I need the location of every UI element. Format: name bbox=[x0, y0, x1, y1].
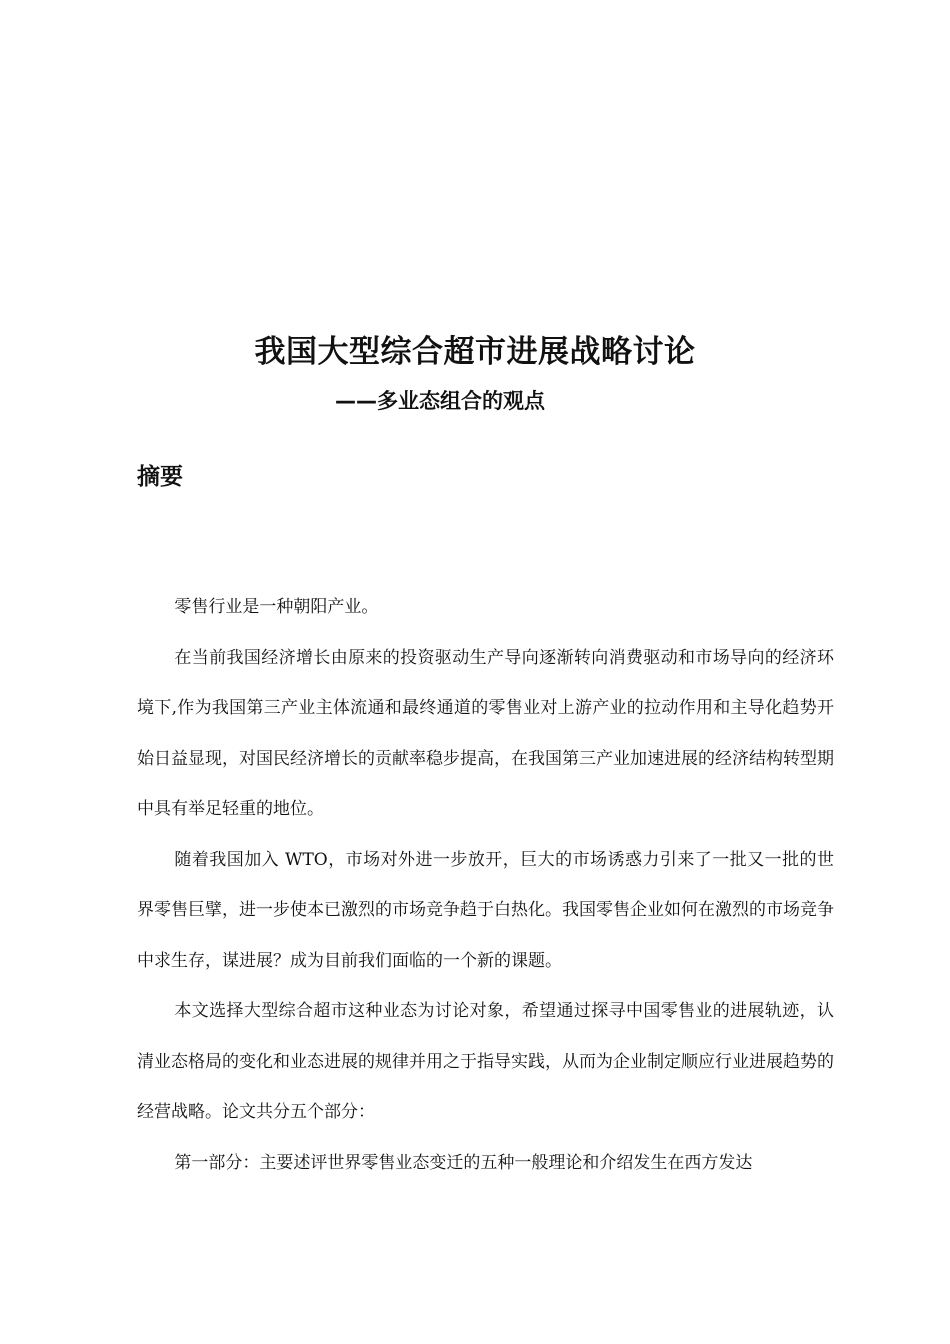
paragraph-2: 在当前我国经济增长由原来的投资驱动生产导向逐渐转向消费驱动和市场导向的经济环境下,作为我国第三产业主体流通和最终通道的零售业对上游产业的拉动作用和主导化趋势开始日益显现，对国民经济增长的贡献率稳步提高，在我国第三产业加速进展的经济结构转型期中具有举足轻重的地位。 bbox=[137, 647, 834, 819]
abstract-body bbox=[137, 582, 834, 1188]
paragraph-5: 第一部分：主要述评世界零售业态变迁的五种一般理论和介绍发生在西方发达 bbox=[174, 1152, 753, 1173]
document-subtitle: ——多业态组合的观点 bbox=[335, 389, 545, 413]
paragraph-4: 本文选择大型综合超市这种业态为讨论对象，希望通过探寻中国零售业的进展轨迹，认清业态格局的变化和业态进展的规律并用之于指导实践，从而为企业制定顺应行业进展趋势的经营战略。论文共分五个部分： bbox=[137, 1001, 834, 1122]
paragraph-3: 随着我国加入 WTO，市场对外进一步放开，巨大的市场诱惑力引来了一批又一批的世界零售巨擘，进一步使本已激烈的市场竞争趋于白热化。我国零售企业如何在激烈的市场竞争中求生存，谋进展？成为目前我们面临的一个新的课题。 bbox=[137, 849, 834, 971]
paragraph-1: 零售行业是一种朝阳产业。 bbox=[174, 597, 379, 617]
document-title: 我国大型综合超市进展战略讨论 bbox=[254, 334, 696, 370]
abstract-heading: 摘要 bbox=[137, 464, 183, 490]
